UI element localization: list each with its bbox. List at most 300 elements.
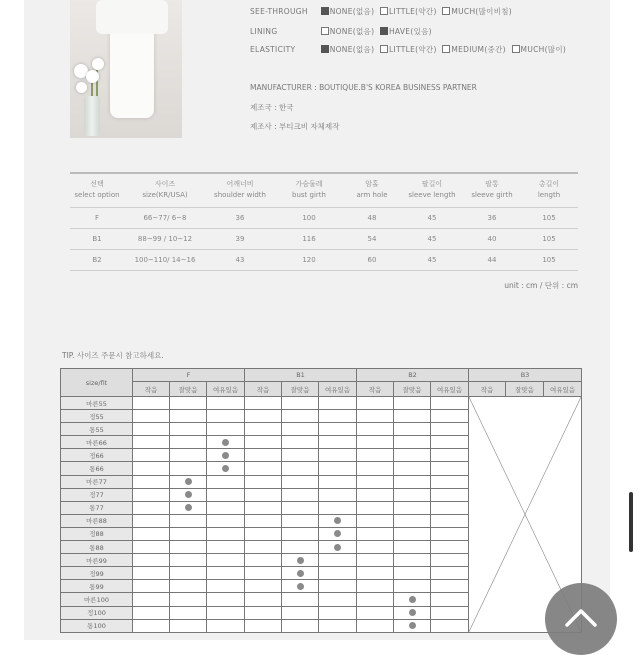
size-table-cell: 88~99 / 10~12 xyxy=(137,234,193,243)
checkbox-empty xyxy=(380,7,388,15)
col-header xyxy=(70,173,124,207)
fit-cell xyxy=(319,554,357,567)
size-table-header xyxy=(70,173,578,207)
fit-cell xyxy=(133,580,170,593)
fit-dot xyxy=(185,478,192,485)
option-label: NONE(없음) xyxy=(329,27,375,36)
lining-option xyxy=(321,27,375,36)
fit-dot xyxy=(222,439,229,446)
fit-cell xyxy=(319,580,357,593)
see-through-option xyxy=(380,7,437,16)
fit-cell xyxy=(207,475,245,488)
fit-cell xyxy=(170,554,207,567)
fit-size-label: 통55 xyxy=(61,423,133,436)
size-table xyxy=(70,172,578,271)
fit-cell xyxy=(357,527,394,540)
fit-cell xyxy=(207,567,245,580)
fit-size-label: 정66 xyxy=(61,449,133,462)
fit-cell xyxy=(170,514,207,527)
fit-cell xyxy=(170,619,207,632)
fit-cell xyxy=(357,449,394,462)
fit-cell xyxy=(207,449,245,462)
size-table-cell: 105 xyxy=(542,255,556,264)
fit-cell xyxy=(245,488,282,501)
option-label: NONE(없음) xyxy=(329,7,375,16)
fit-cell xyxy=(394,527,431,540)
fit-cell xyxy=(133,410,170,423)
see-through-label: SEE-THROUGH xyxy=(250,7,308,16)
fit-cell xyxy=(170,488,207,501)
fit-cell xyxy=(133,554,170,567)
maker-text: 제조사 : 부티크비 자체제작 xyxy=(250,122,340,131)
fit-cell xyxy=(431,514,469,527)
fit-cell xyxy=(319,449,357,462)
lining-option xyxy=(380,27,432,36)
fit-cell xyxy=(245,449,282,462)
fit-dot xyxy=(185,504,192,511)
fit-cell xyxy=(245,606,282,619)
size-table-cell: 36 xyxy=(235,213,245,222)
fit-cell xyxy=(282,397,319,410)
fit-cell xyxy=(207,462,245,475)
fit-cell xyxy=(319,541,357,554)
fit-group-header-row xyxy=(61,369,582,382)
fit-cell xyxy=(133,423,170,436)
fit-label-header: 여유있음 xyxy=(319,382,357,397)
elasticity-row xyxy=(250,44,569,55)
size-table-row xyxy=(70,249,578,270)
fit-cell xyxy=(245,423,282,436)
fit-size-label: 마른66 xyxy=(61,436,133,449)
fit-cell xyxy=(170,423,207,436)
origin-text: 제조국 : 한국 xyxy=(250,103,294,112)
manufacturer-text: MANUFACTURER : BOUTIQUE.B'S KOREA BUSINESS PARTNER xyxy=(250,83,477,92)
size-table-cell: 100 xyxy=(302,213,316,222)
fit-label-header: 여유있음 xyxy=(544,382,582,397)
size-table-cell: 36 xyxy=(487,213,497,222)
checkbox-checked xyxy=(321,45,329,53)
fit-cell xyxy=(133,593,170,606)
fit-cell xyxy=(133,619,170,632)
fit-cell xyxy=(319,462,357,475)
lining-row xyxy=(250,26,435,37)
size-table-cell: 45 xyxy=(427,213,437,222)
fit-size-label: 마른100 xyxy=(61,593,133,606)
checkbox-empty xyxy=(442,45,450,53)
fit-label-header: 작음 xyxy=(357,382,394,397)
fit-cell xyxy=(357,593,394,606)
fit-label-header: 여유있음 xyxy=(207,382,245,397)
option-label: LITTLE(약간) xyxy=(388,45,437,54)
option-label: NONE(없음) xyxy=(329,45,375,54)
size-table-cell: 105 xyxy=(542,213,556,222)
fit-cell xyxy=(245,514,282,527)
col-header-ko: 사이즈 xyxy=(154,180,176,189)
orchid-flower xyxy=(92,58,104,70)
col-header-ko: 가슴둘레 xyxy=(295,180,323,189)
fit-cell xyxy=(357,567,394,580)
fit-cell xyxy=(394,449,431,462)
col-header-en: arm hole xyxy=(356,191,388,200)
size-table-cell: 39 xyxy=(235,234,245,243)
fit-cell xyxy=(319,423,357,436)
lining-label: LINING xyxy=(250,27,278,36)
see-through-option xyxy=(442,7,512,16)
fit-cell xyxy=(319,501,357,514)
tip-text: TIP. 사이즈 주문시 참고하세요. xyxy=(62,351,164,360)
fit-cell xyxy=(133,436,170,449)
fit-cell xyxy=(133,501,170,514)
fit-cell xyxy=(207,436,245,449)
col-header xyxy=(464,173,520,207)
white-dress xyxy=(110,0,154,118)
col-header-en: sleeve length xyxy=(408,191,456,200)
checkbox-empty xyxy=(321,27,329,35)
col-header-en: select option xyxy=(74,191,120,200)
fit-cell xyxy=(207,619,245,632)
fit-cell xyxy=(170,410,207,423)
fit-cell xyxy=(394,606,431,619)
fit-size-label: 정55 xyxy=(61,410,133,423)
fit-dot xyxy=(409,622,416,629)
checkbox-checked xyxy=(321,7,329,15)
fit-cell xyxy=(431,527,469,540)
col-header-ko: 팔길이 xyxy=(421,180,443,189)
fit-cell xyxy=(394,475,431,488)
fit-cell xyxy=(207,514,245,527)
fit-size-label: 마른77 xyxy=(61,475,133,488)
checkbox-empty xyxy=(442,7,450,15)
fit-cell xyxy=(207,541,245,554)
fit-group-header: B3 xyxy=(469,369,582,382)
col-header-en: length xyxy=(537,191,561,200)
fit-label-header: 작음 xyxy=(469,382,506,397)
fit-cell xyxy=(394,567,431,580)
fit-cell xyxy=(133,606,170,619)
fit-cell xyxy=(207,593,245,606)
size-table-cell: 43 xyxy=(235,255,245,264)
fit-cell xyxy=(282,554,319,567)
fit-cell xyxy=(170,580,207,593)
col-header xyxy=(400,173,464,207)
size-table-cell: 120 xyxy=(302,255,316,264)
fit-cell xyxy=(431,488,469,501)
size-table-cell: 66~77/ 6~8 xyxy=(143,213,187,222)
fit-cell xyxy=(319,606,357,619)
fit-group-header: B1 xyxy=(245,369,357,382)
size-table-cell: 105 xyxy=(542,234,556,243)
fit-cell xyxy=(431,436,469,449)
size-table-cell: 60 xyxy=(367,255,377,264)
col-header-ko: 팔통 xyxy=(485,180,499,189)
fit-cell xyxy=(282,580,319,593)
fit-cell xyxy=(431,541,469,554)
fit-cell xyxy=(282,593,319,606)
unit-note: unit : cm / 단위 : cm xyxy=(504,281,578,290)
fit-cell xyxy=(394,593,431,606)
fit-size-label: 마른99 xyxy=(61,554,133,567)
fit-cell xyxy=(394,619,431,632)
fit-cell xyxy=(282,501,319,514)
size-table-cell: 45 xyxy=(427,234,437,243)
fit-row xyxy=(61,397,582,410)
fit-dot xyxy=(297,583,304,590)
fit-cell xyxy=(170,397,207,410)
fit-cell xyxy=(357,436,394,449)
scrollbar-thumb[interactable] xyxy=(629,492,633,552)
size-table-cell: F xyxy=(94,213,100,222)
orchid-flower xyxy=(86,70,99,83)
fit-label-header: 잘맞음 xyxy=(394,382,431,397)
fit-cell xyxy=(357,554,394,567)
fit-cell xyxy=(394,541,431,554)
fit-cell xyxy=(133,475,170,488)
fit-cell xyxy=(319,567,357,580)
col-header xyxy=(206,173,274,207)
fit-dot xyxy=(334,544,341,551)
fit-cell xyxy=(431,554,469,567)
fit-cell xyxy=(357,475,394,488)
fit-cell xyxy=(319,436,357,449)
fit-dot xyxy=(222,465,229,472)
option-label: LITTLE(약간) xyxy=(388,7,437,16)
fit-cell xyxy=(245,541,282,554)
fit-cell xyxy=(357,423,394,436)
fit-cell xyxy=(170,449,207,462)
fit-size-label: 통66 xyxy=(61,462,133,475)
fit-cell xyxy=(245,462,282,475)
fit-cell xyxy=(207,554,245,567)
fit-size-label: 정100 xyxy=(61,606,133,619)
fit-cell xyxy=(245,475,282,488)
fit-label-header: 작음 xyxy=(133,382,170,397)
fit-cell xyxy=(319,619,357,632)
fit-cell xyxy=(282,436,319,449)
fit-cell xyxy=(207,410,245,423)
scroll-to-top-button[interactable] xyxy=(545,583,617,655)
fit-cell xyxy=(207,606,245,619)
fit-cell xyxy=(394,423,431,436)
col-header-ko: 암홀 xyxy=(365,180,379,189)
fit-cell xyxy=(282,449,319,462)
fit-cell xyxy=(133,449,170,462)
fit-cell xyxy=(170,462,207,475)
fit-cell xyxy=(207,580,245,593)
elasticity-option xyxy=(380,45,437,54)
fit-cell xyxy=(431,501,469,514)
fit-cell xyxy=(282,410,319,423)
fit-corner-label: size/fit xyxy=(61,369,133,397)
size-table-cell: 100~110/ 14~16 xyxy=(134,255,196,264)
fit-size-label: 정77 xyxy=(61,488,133,501)
size-table-cell: B2 xyxy=(92,255,102,264)
fit-cell xyxy=(282,606,319,619)
fit-cell xyxy=(133,567,170,580)
fit-cell xyxy=(133,397,170,410)
fit-cell xyxy=(394,580,431,593)
fit-cell xyxy=(282,567,319,580)
fit-cell xyxy=(245,580,282,593)
fit-cell xyxy=(282,619,319,632)
fit-cell xyxy=(207,488,245,501)
fit-label-header-row xyxy=(61,382,582,397)
col-header xyxy=(274,173,344,207)
col-header-en: bust girth xyxy=(292,191,326,200)
fit-label-header: 잘맞음 xyxy=(170,382,207,397)
fit-label-header: 잘맞음 xyxy=(506,382,544,397)
fit-cell xyxy=(245,567,282,580)
fit-dot xyxy=(297,570,304,577)
fit-cell xyxy=(394,397,431,410)
fit-cell xyxy=(133,514,170,527)
fit-group-header: F xyxy=(133,369,245,382)
col-header-ko: 어깨너비 xyxy=(226,180,254,189)
fit-cell xyxy=(431,619,469,632)
fit-dot xyxy=(297,557,304,564)
fit-cell xyxy=(319,593,357,606)
fit-cell xyxy=(133,541,170,554)
fit-cell xyxy=(431,423,469,436)
fit-cell xyxy=(319,475,357,488)
fit-cell xyxy=(357,410,394,423)
see-through-option xyxy=(321,7,375,16)
fit-cell xyxy=(170,527,207,540)
fit-cell xyxy=(170,475,207,488)
fit-dot xyxy=(409,596,416,603)
col-header-en: size(KR/USA) xyxy=(142,191,188,200)
fit-cell xyxy=(394,410,431,423)
fit-size-label: 정88 xyxy=(61,527,133,540)
fit-cell xyxy=(357,619,394,632)
fit-cell xyxy=(282,423,319,436)
fit-cell xyxy=(319,397,357,410)
fit-size-label: 통77 xyxy=(61,501,133,514)
fit-cell xyxy=(245,527,282,540)
fit-cell xyxy=(357,606,394,619)
fit-cell xyxy=(319,514,357,527)
checkbox-empty xyxy=(380,45,388,53)
fit-cell xyxy=(207,423,245,436)
size-table-cell: 40 xyxy=(487,234,497,243)
fit-cell xyxy=(170,593,207,606)
fit-cell xyxy=(394,554,431,567)
fit-cell xyxy=(245,593,282,606)
size-table-cell: 48 xyxy=(367,213,377,222)
col-header xyxy=(520,173,578,207)
fit-dot xyxy=(334,517,341,524)
fit-dot xyxy=(409,609,416,616)
option-label: HAVE(있음) xyxy=(388,27,432,36)
checkbox-checked xyxy=(380,27,388,35)
fit-cell xyxy=(282,527,319,540)
elasticity-label: ELASTICITY xyxy=(250,45,296,54)
col-header-en: sleeve girth xyxy=(471,191,513,200)
fit-cell xyxy=(282,488,319,501)
fit-cell xyxy=(170,436,207,449)
fit-cell xyxy=(431,449,469,462)
size-table-cell: 116 xyxy=(302,234,316,243)
vase xyxy=(84,96,100,136)
fit-cell xyxy=(133,462,170,475)
elasticity-option xyxy=(321,45,375,54)
size-table-cell: 54 xyxy=(367,234,377,243)
elasticity-option xyxy=(442,45,506,54)
size-table-cell: 44 xyxy=(487,255,497,264)
fit-cell xyxy=(207,527,245,540)
col-header-ko: 선택 xyxy=(90,180,104,189)
fit-cell xyxy=(394,488,431,501)
fit-cell xyxy=(319,410,357,423)
fit-cell xyxy=(245,501,282,514)
fit-cell xyxy=(245,436,282,449)
fit-cell xyxy=(431,410,469,423)
option-label: MUCH(많이) xyxy=(520,45,567,54)
fit-label-header: 잘맞음 xyxy=(282,382,319,397)
fit-cell xyxy=(133,527,170,540)
fit-cell xyxy=(207,397,245,410)
fit-label-header: 작음 xyxy=(245,382,282,397)
fit-size-label: 통100 xyxy=(61,619,133,632)
elasticity-option xyxy=(512,45,567,54)
fit-cell xyxy=(394,514,431,527)
fit-cell xyxy=(357,580,394,593)
fit-cell xyxy=(245,410,282,423)
checkbox-empty xyxy=(512,45,520,53)
fit-cell xyxy=(282,475,319,488)
fit-cell xyxy=(282,514,319,527)
fit-cell xyxy=(170,501,207,514)
fit-dot xyxy=(185,491,192,498)
fit-cell xyxy=(245,619,282,632)
col-header-ko: 총길이 xyxy=(538,180,560,189)
fit-cell xyxy=(170,541,207,554)
fit-cell xyxy=(245,397,282,410)
fit-cell xyxy=(245,554,282,567)
fit-cell xyxy=(394,436,431,449)
fit-cell xyxy=(394,501,431,514)
fit-cell xyxy=(431,580,469,593)
fit-cell xyxy=(319,488,357,501)
fit-cell xyxy=(282,462,319,475)
fit-cell xyxy=(357,488,394,501)
fit-size-label: 통88 xyxy=(61,541,133,554)
fit-size-label: 마른55 xyxy=(61,397,133,410)
see-through-row xyxy=(250,6,515,17)
fit-size-label: 마른88 xyxy=(61,514,133,527)
option-label: MUCH(많이비침) xyxy=(451,7,513,16)
fit-cell xyxy=(319,527,357,540)
col-header xyxy=(344,173,400,207)
col-header-en: shoulder width xyxy=(214,191,266,200)
size-table-row xyxy=(70,207,578,228)
fit-cell xyxy=(431,462,469,475)
fit-cell xyxy=(207,501,245,514)
fit-cell xyxy=(431,567,469,580)
fit-cell xyxy=(282,541,319,554)
fit-cell xyxy=(357,541,394,554)
fit-cell xyxy=(170,567,207,580)
fit-cell xyxy=(357,397,394,410)
fit-size-label: 정99 xyxy=(61,567,133,580)
fit-cell xyxy=(170,606,207,619)
size-table-cell: B1 xyxy=(92,234,102,243)
orchid-flower xyxy=(76,82,87,93)
fit-cell xyxy=(357,501,394,514)
fit-cell xyxy=(357,462,394,475)
chevron-up-icon xyxy=(563,603,599,631)
fit-cell xyxy=(394,462,431,475)
fit-cell xyxy=(431,475,469,488)
